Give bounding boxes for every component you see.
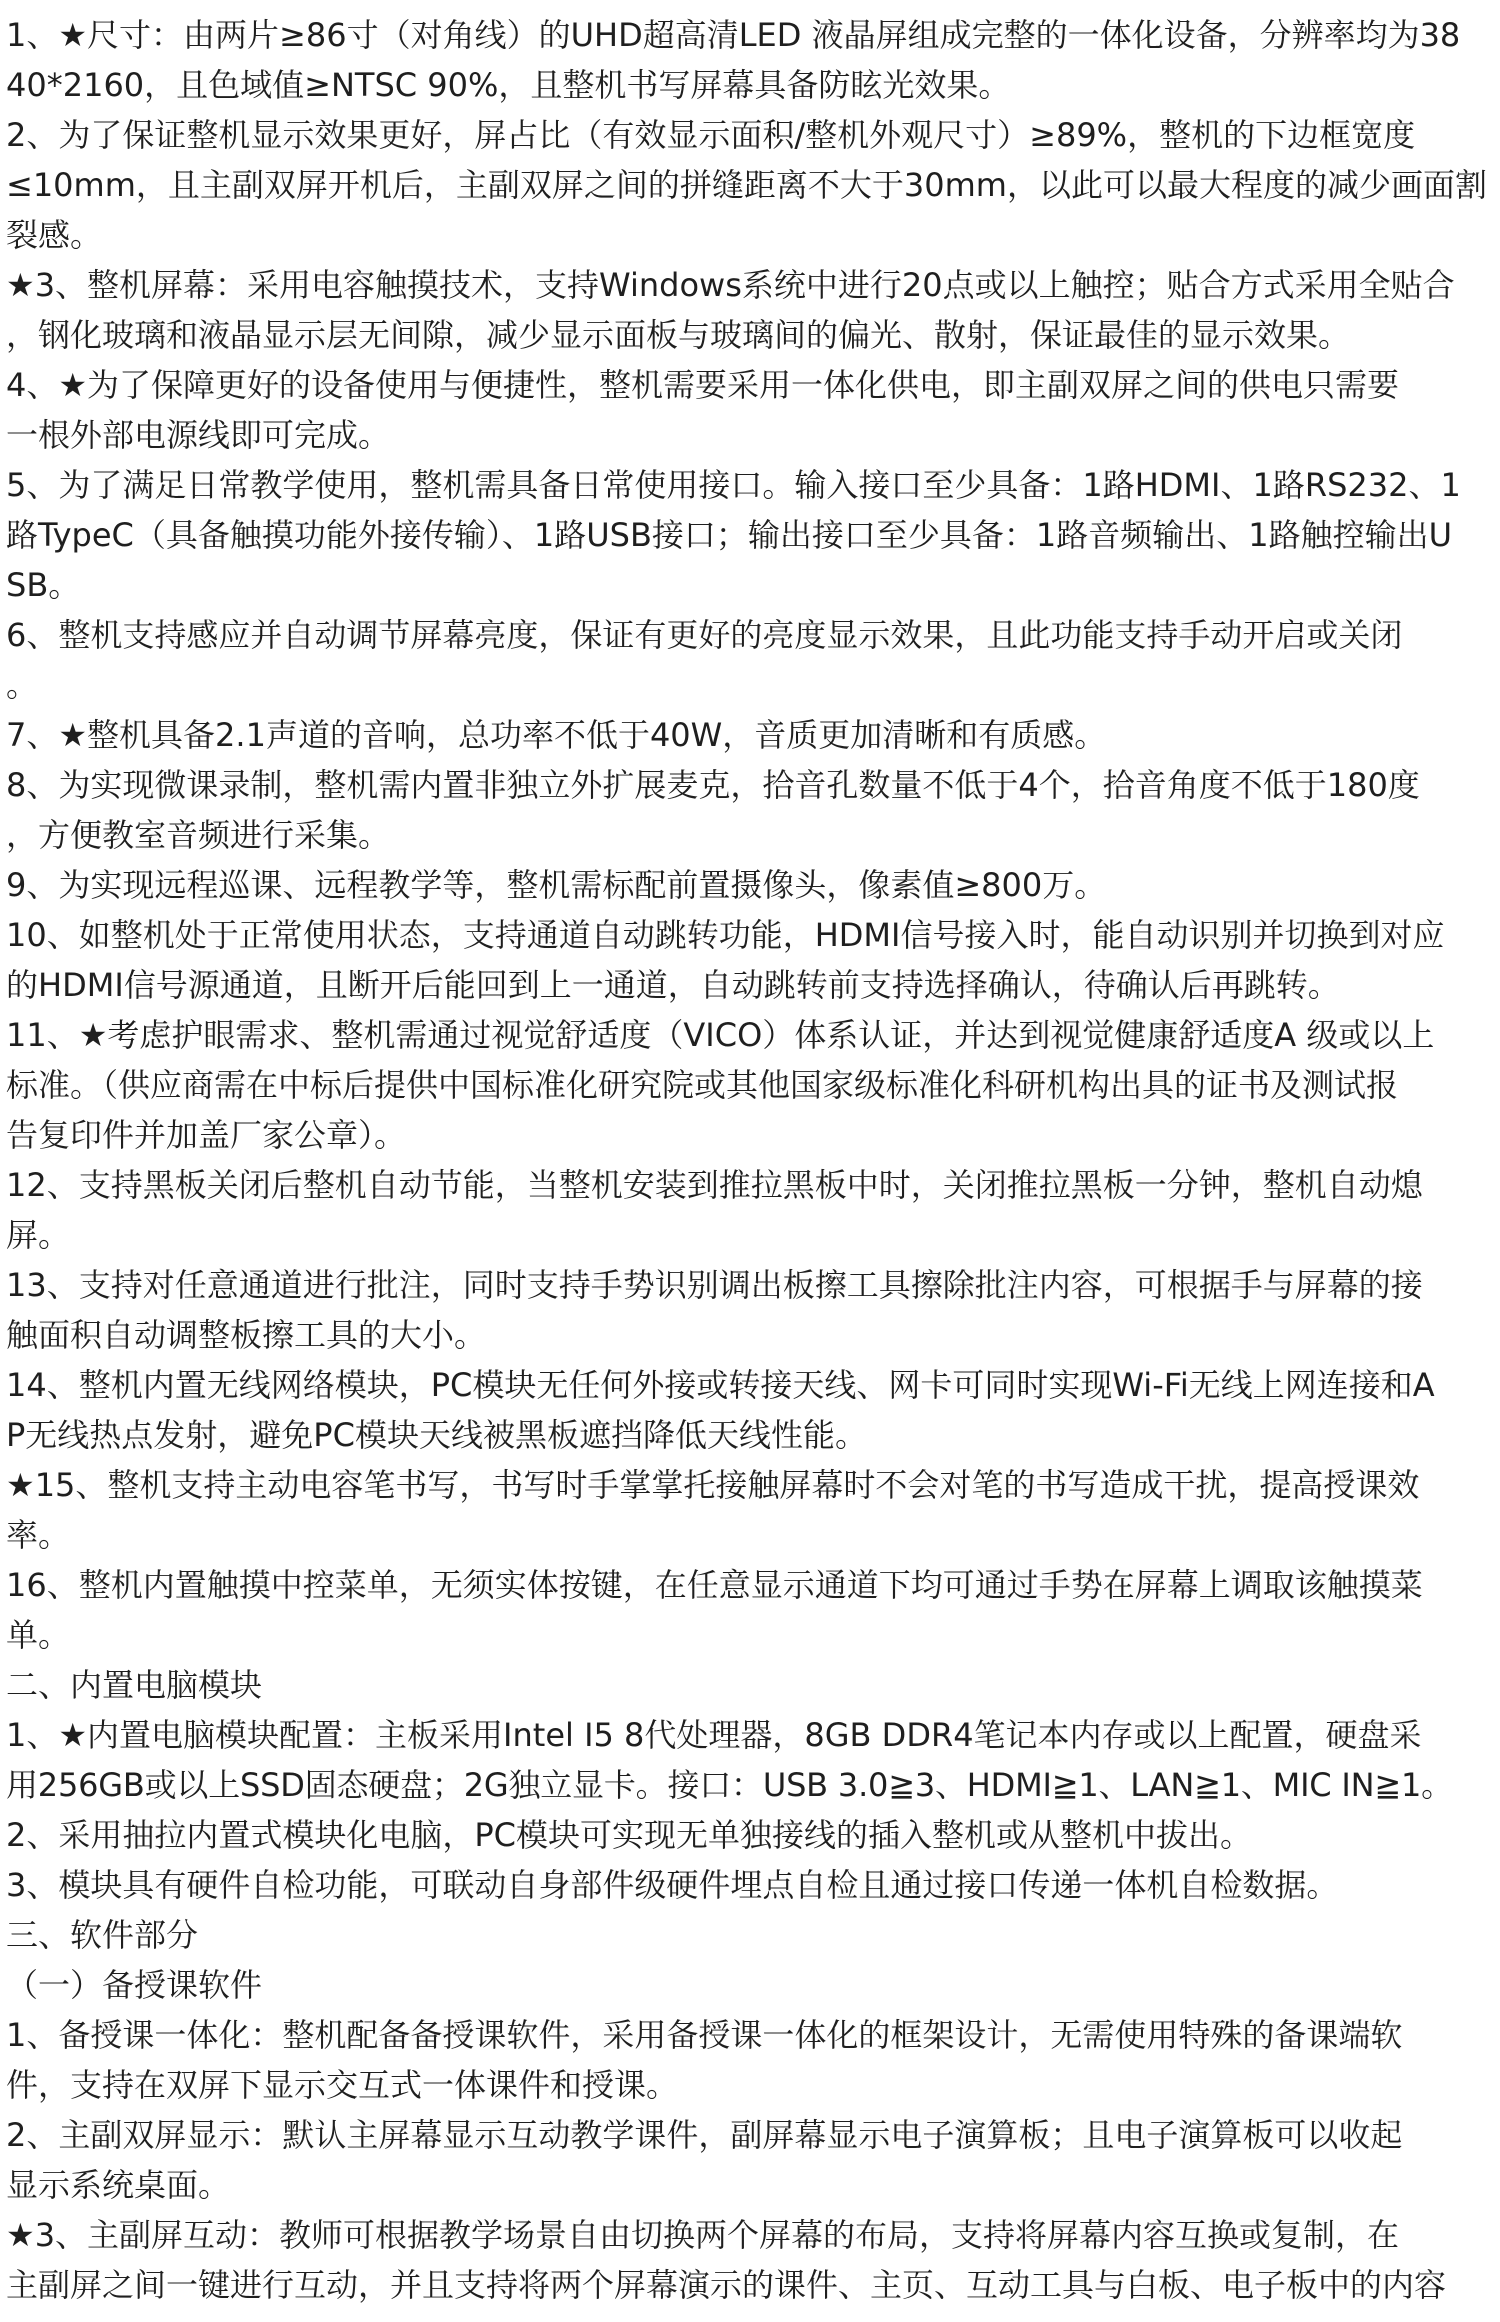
text-line: 1、★尺寸：由两片≥86寸（对角线）的UHD超高清LED 液晶屏组成完整的一体化设备，分辨率均为38 xyxy=(6,16,1461,54)
text-line: 11、★考虑护眼需求、整机需通过视觉舒适度（VICO）体系认证，并达到视觉健康舒适度A 级或以上 xyxy=(6,1016,1435,1054)
text-line: 1、备授课一体化：整机配备备授课软件，采用备授课一体化的框架设计，无需使用特殊的备课端软 xyxy=(6,2016,1403,2054)
text-line: 显示系统桌面。 xyxy=(6,2166,231,2204)
text-line: 标准。（供应商需在中标后提供中国标准化研究院或其他国家级标准化科研机构出具的证书及测试报 xyxy=(6,1066,1399,1104)
text-line: 一根外部电源线即可完成。 xyxy=(6,416,391,454)
text-line: 13、支持对任意通道进行批注，同时支持手势识别调出板擦工具擦除批注内容，可根据手与屏幕的接 xyxy=(6,1266,1423,1304)
text-line: 5、为了满足日常教学使用，整机需具备日常使用接口。输入接口至少具备：1路HDMI、1路RS232、1 xyxy=(6,466,1461,504)
text-line: 2、主副双屏显示：默认主屏幕显示互动教学课件，副屏幕显示电子演算板；且电子演算板可以收起 xyxy=(6,2116,1403,2154)
text-line: 路TypeC（具备触摸功能外接传输）、1路USB接口；输出接口至少具备：1路音频输出、1路触控输出U xyxy=(6,516,1453,554)
text-line: ，方便教室音频进行采集。 xyxy=(6,816,391,854)
text-line: 7、★整机具备2.1声道的音响，总功率不低于40W，音质更加清晰和有质感。 xyxy=(6,716,1107,754)
text-line: P无线热点发射，避免PC模块天线被黑板遮挡降低天线性能。 xyxy=(6,1416,867,1454)
text-line: 。 xyxy=(6,666,39,704)
text-line: 主副屏之间一键进行互动，并且支持将两个屏幕演示的课件、主页、互动工具与白板、电子板中的内容 xyxy=(6,2266,1447,2304)
text-line: 件，支持在双屏下显示交互式一体课件和授课。 xyxy=(6,2066,679,2104)
text-line: 2、采用抽拉内置式模块化电脑，PC模块可实现无单独接线的插入整机或从整机中拔出。 xyxy=(6,1816,1253,1854)
section-heading: 二、内置电脑模块 xyxy=(6,1666,263,1704)
text-line: ★3、整机屏幕：采用电容触摸技术，支持Windows系统中进行20点或以上触控；贴合方式采用全贴合 xyxy=(6,266,1455,304)
text-line: ★3、主副屏互动：教师可根据教学场景自由切换两个屏幕的布局，支持将屏幕内容互换或复制，在 xyxy=(6,2216,1400,2254)
text-line: 裂感。 xyxy=(6,216,103,254)
text-line: 1、★内置电脑模块配置：主板采用Intel I5 8代处理器，8GB DDR4笔记本内存或以上配置，硬盘采 xyxy=(6,1716,1422,1754)
text-line: 8、为实现微课录制，整机需内置非独立外扩展麦克，拾音孔数量不低于4个，拾音角度不低于180度 xyxy=(6,766,1420,804)
text-line: 单。 xyxy=(6,1616,71,1654)
text-line: SB。 xyxy=(6,566,81,604)
text-line: 9、为实现远程巡课、远程教学等，整机需标配前置摄像头，像素值≥800万。 xyxy=(6,866,1107,904)
text-line: ≤10mm，且主副双屏开机后，主副双屏之间的拼缝距离不大于30mm，以此可以最大程度的减少画面割 xyxy=(6,166,1487,204)
subsection-heading: （一）备授课软件 xyxy=(6,1966,263,2004)
text-line: 的HDMI信号源通道，且断开后能回到上一通道，自动跳转前支持选择确认，待确认后再跳转。 xyxy=(6,966,1340,1004)
text-line: 率。 xyxy=(6,1516,71,1554)
text-line: 14、整机内置无线网络模块，PC模块无任何外接或转接天线、网卡可同时实现Wi-Fi无线上网连接和A xyxy=(6,1366,1435,1404)
text-line: 4、★为了保障更好的设备使用与便捷性，整机需要采用一体化供电，即主副双屏之间的供电只需要 xyxy=(6,366,1400,404)
text-line: 12、支持黑板关闭后整机自动节能，当整机安装到推拉黑板中时，关闭推拉黑板一分钟，整机自动熄 xyxy=(6,1166,1423,1204)
text-line: 10、如整机处于正常使用状态，支持通道自动跳转功能，HDMI信号接入时，能自动识别并切换到对应 xyxy=(6,916,1445,954)
text-line: 屏。 xyxy=(6,1216,71,1254)
text-line: 告复印件并加盖厂家公章）。 xyxy=(6,1116,407,1154)
text-line: 触面积自动调整板擦工具的大小。 xyxy=(6,1316,487,1354)
text-line: 3、模块具有硬件自检功能，可联动自身部件级硬件埋点自检且通过接口传递一体机自检数据。 xyxy=(6,1866,1339,1904)
text-line: 6、整机支持感应并自动调节屏幕亮度，保证有更好的亮度显示效果，且此功能支持手动开启或关闭 xyxy=(6,616,1403,654)
text-line: 2、为了保证整机显示效果更好，屏占比（有效显示面积/整机外观尺寸）≥89%，整机的下边框宽度 xyxy=(6,116,1416,154)
text-line: 用256GB或以上SSD固态硬盘；2G独立显卡。接口：USB 3.0≧3、HDMI≧1、LAN≧1、MIC IN≧1。 xyxy=(6,1766,1453,1804)
text-line: 40*2160，且色域值≥NTSC 90%，且整机书写屏幕具备防眩光效果。 xyxy=(6,66,1011,104)
text-line: 16、整机内置触摸中控菜单，无须实体按键，在任意显示通道下均可通过手势在屏幕上调取该触摸菜 xyxy=(6,1566,1423,1604)
text-line: ★15、整机支持主动电容笔书写，书写时手掌掌托接触屏幕时不会对笔的书写造成干扰，提高授课效 xyxy=(6,1466,1420,1504)
text-line: ，钢化玻璃和液晶显示层无间隙，减少显示面板与玻璃间的偏光、散射，保证最佳的显示效果。 xyxy=(6,316,1351,354)
section-heading: 三、软件部分 xyxy=(6,1916,199,1954)
